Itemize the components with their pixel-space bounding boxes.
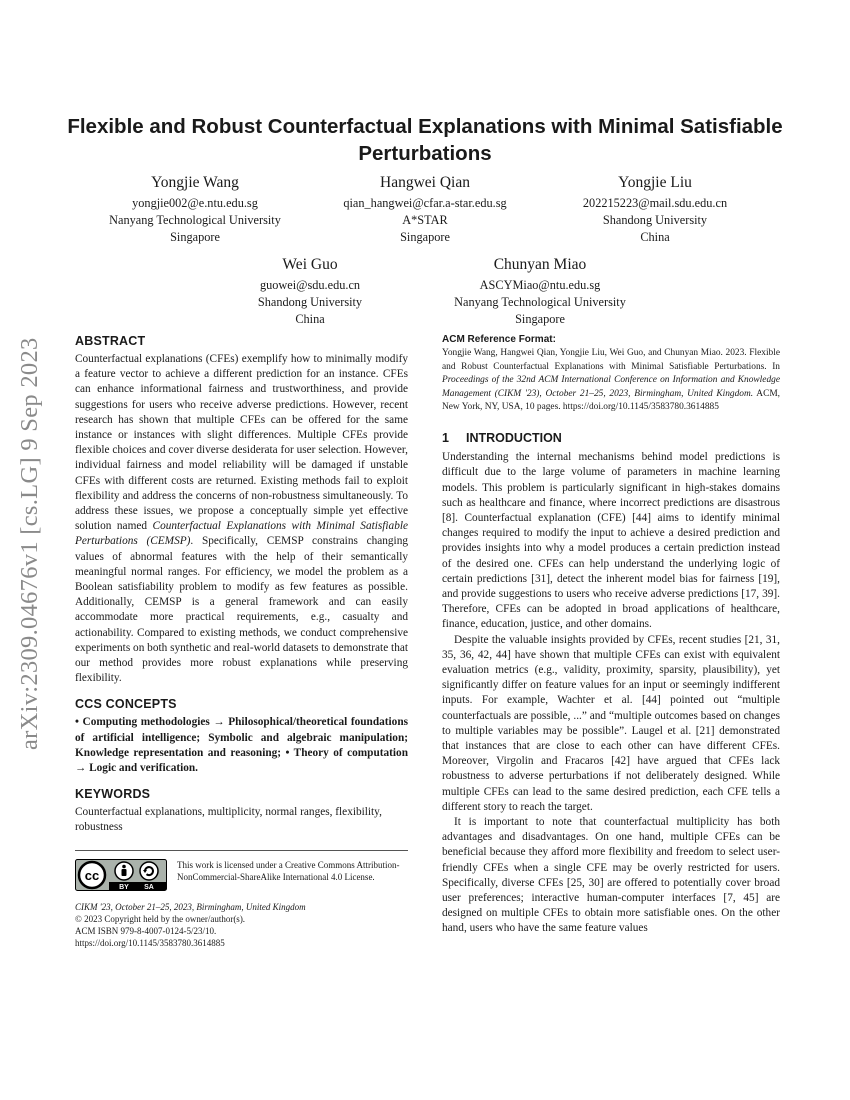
- author-name: Chunyan Miao: [493, 256, 587, 273]
- ccs-concepts-text: • Computing methodologies → Philosophical/theoretical foundations of artificial intelligence; Symbolic and algebraic manipulation; Knowledge representation and reasoning; • Theory of computation → Logic and verification.: [75, 716, 408, 775]
- author-block-3: [540, 173, 770, 246]
- author-country: Singapore: [170, 230, 220, 244]
- abstract-method-name: Counterfactual Explanations with Minimal Satisfiable Perturbations (CEMSP): [75, 520, 408, 548]
- acm-reference-heading: ACM Reference Format:: [442, 334, 556, 345]
- author-block-4: [195, 255, 425, 328]
- intro-paragraph-2: Despite the valuable insights provided by CFEs, recent studies [21, 31, 35, 36, 42, 44] have shown that multiple CFEs can exist with equivalent evaluation metrics (e.g., validity, proximity, sparsity, plausibility), yet significantly differ on feature values for an input or seemingly indifferent inputs. For example, Wachter et al. [44] pointed out “multiple counterfactuals are possible, ...” and “multiple outcomes based on changes to multiple variables may be possible”. Laugel et al. [21] demonstrated that instances that are close to each other can have different CFEs. Moreover, Virgolin and Fracaros [42] have argued that CFEs lack robustness to adverse perturbations if not deliberately designed. While multiple CFEs can lead to the same desired prediction, each CFE tells a different story to reach the target.: [442, 633, 780, 813]
- author-affiliation: Shandong University: [257, 295, 363, 309]
- author-block-1: [80, 173, 310, 246]
- arxiv-identifier: arXiv:2309.04676v1 [cs.LG] 9 Sep 2023: [16, 337, 43, 750]
- author-email: guowei@sdu.edu.cn: [259, 278, 361, 292]
- author-country: Singapore: [515, 312, 565, 326]
- abstract-text-part: Counterfactual explanations (CFEs) exemplify how to minimally modify a feature vector to achieve a different prediction for an instance. CFEs can enhance informational fairness and trustworthiness, and provide suggestions for users who receive adverse predictions. However, recent research has shown that multiple CFEs can be offered for the same instance or instances with slight differences. Multiple CFEs provide flexible choices and cover diverse desiderata for user selection. However, individual fairness and model reliability will be damaged if unstable CFEs with different costs are returned. Existing methods fail to exploit flexibility and address the concerns of non-robustness simultaneously. To address these issues, we propose a conceptually simple yet effective solution named: [75, 353, 408, 533]
- acm-reference-part: ACM, New York, NY, USA, 10 pages. https://doi.org/10.1145/3583780.3614885: [442, 388, 781, 413]
- author-name: Yongjie Wang: [151, 174, 239, 191]
- ccs-heading: CCS CONCEPTS: [75, 697, 177, 712]
- acm-reference-part: Yongjie Wang, Hangwei Qian, Yongjie Liu, Wei Guo, and Chunyan Miao. 2023. Flexible and Robust Counterfactual Explanations with Minimal Satisfiable Perturbations. In: [442, 348, 780, 372]
- abstract-text-part: . Specifically, CEMSP constrains changing values of abnormal features with the help of their semantically meaningful normal ranges. For efficiency, we model the problem as a Boolean satisfiability problem to modify as few features as possible. Additionally, CEMSP is a general framework and can easily accommodate more practical requirements, e.g., casualty and actionability. Compared to existing methods, we conduct comprehensive experiments on both synthetic and real-world datasets to demonstrate that our method provides more robust explanations while preserving flexibility.: [75, 535, 408, 685]
- left-column: [75, 333, 408, 949]
- license-block: [75, 850, 408, 891]
- cc-by-sa-license-badge: [75, 859, 167, 891]
- abstract-heading: ABSTRACT: [75, 334, 146, 348]
- cc-icon: cc: [84, 867, 100, 883]
- badge-sa-label: SA: [144, 883, 154, 891]
- intro-paragraph-3: It is important to note that counterfactual multiplicity has both advantages and disadvantages. On one hand, multiple CFEs can be beneficial because they afford more flexibility and freedom to select user-friendly CFEs when a single CFE may be overly restricted for users. Specifically, diverse CFEs [25, 30] are offered to potentially cover broad user preferences; interactive human-computer interfaces [7, 45] are designed on multiple CFEs to obtain more satisfiable ones. On the other hand, users who have the same feature values: [442, 816, 780, 935]
- author-email: qian_hangwei@cfar.a-star.edu.sg: [343, 196, 507, 210]
- acm-reference-text: [442, 347, 780, 415]
- author-name: Yongjie Liu: [618, 174, 692, 191]
- author-name: Hangwei Qian: [380, 174, 470, 191]
- footer-venue: CIKM '23, October 21–25, 2023, Birmingham, United Kingdom: [75, 901, 306, 912]
- acm-reference-proceedings: Proceedings of the 32nd ACM International Conference on Information and Knowledge Management (CIKM '23), October 21–25, 2023, Birmingham, United Kingdom.: [442, 375, 780, 399]
- author-affiliation: Shandong University: [602, 213, 708, 227]
- author-email: yongjie002@e.ntu.edu.sg: [132, 196, 258, 210]
- author-email: 202215223@mail.sdu.edu.cn: [582, 196, 728, 210]
- author-affiliation: A*STAR: [402, 213, 448, 227]
- paper-title: Flexible and Robust Counterfactual Explanations with Minimal Satisfiable Perturbations: [67, 115, 783, 165]
- author-block-5: [425, 255, 655, 328]
- author-affiliation: Nanyang Technological University: [109, 213, 281, 227]
- person-icon: [122, 864, 126, 868]
- right-column: [442, 333, 780, 937]
- keywords-text: Counterfactual explanations, multiplicity, normal ranges, flexibility, robustness: [75, 806, 382, 834]
- abstract-text: [75, 352, 408, 686]
- author-country: China: [640, 230, 670, 244]
- footer-doi[interactable]: https://doi.org/10.1145/3583780.3614885: [75, 937, 225, 948]
- section-title: INTRODUCTION: [466, 430, 562, 445]
- author-affiliation: Nanyang Technological University: [454, 295, 626, 309]
- author-country: Singapore: [400, 230, 450, 244]
- license-text: This work is licensed under a Creative Commons Attribution-NonCommercial-ShareAlike International 4.0 License.: [177, 859, 400, 882]
- author-email: ASCYMiao@ntu.edu.sg: [479, 278, 601, 292]
- author-block-2: [310, 173, 540, 246]
- section-number: 1: [442, 430, 449, 445]
- footer-notes: [75, 901, 408, 949]
- footer-isbn: ACM ISBN 979-8-4007-0124-5/23/10.: [75, 925, 217, 936]
- badge-by-label: BY: [119, 883, 129, 891]
- keywords-heading: KEYWORDS: [75, 787, 151, 802]
- footer-copyright: © 2023 Copyright held by the owner/author(s).: [75, 913, 246, 924]
- author-name: Wei Guo: [282, 256, 338, 273]
- author-country: China: [295, 312, 325, 326]
- introduction-heading: [442, 431, 780, 446]
- intro-paragraph-1: Understanding the internal mechanisms behind model predictions is difficult due to the large volume of parameters in machine learning models. This problem is particularly significant in high-stakes domains such as healthcare and finance, where incorrect predictions are disastrous [8]. Counterfactual explanation (CFE) [44] aims to identify minimal changes required to modify the input to achieve a desired prediction and provides insights into why a model produces a certain prediction instead of the desired one. CFEs can help understand the underlying logic of certain predictions [31], detect the inherent model bias for fairness [19], and provide suggestions to users who receive adverse predictions [17, 39]. Therefore, CFEs can be adopted in broad applications of healthcare, finance, education, justice, and other domains.: [442, 451, 780, 631]
